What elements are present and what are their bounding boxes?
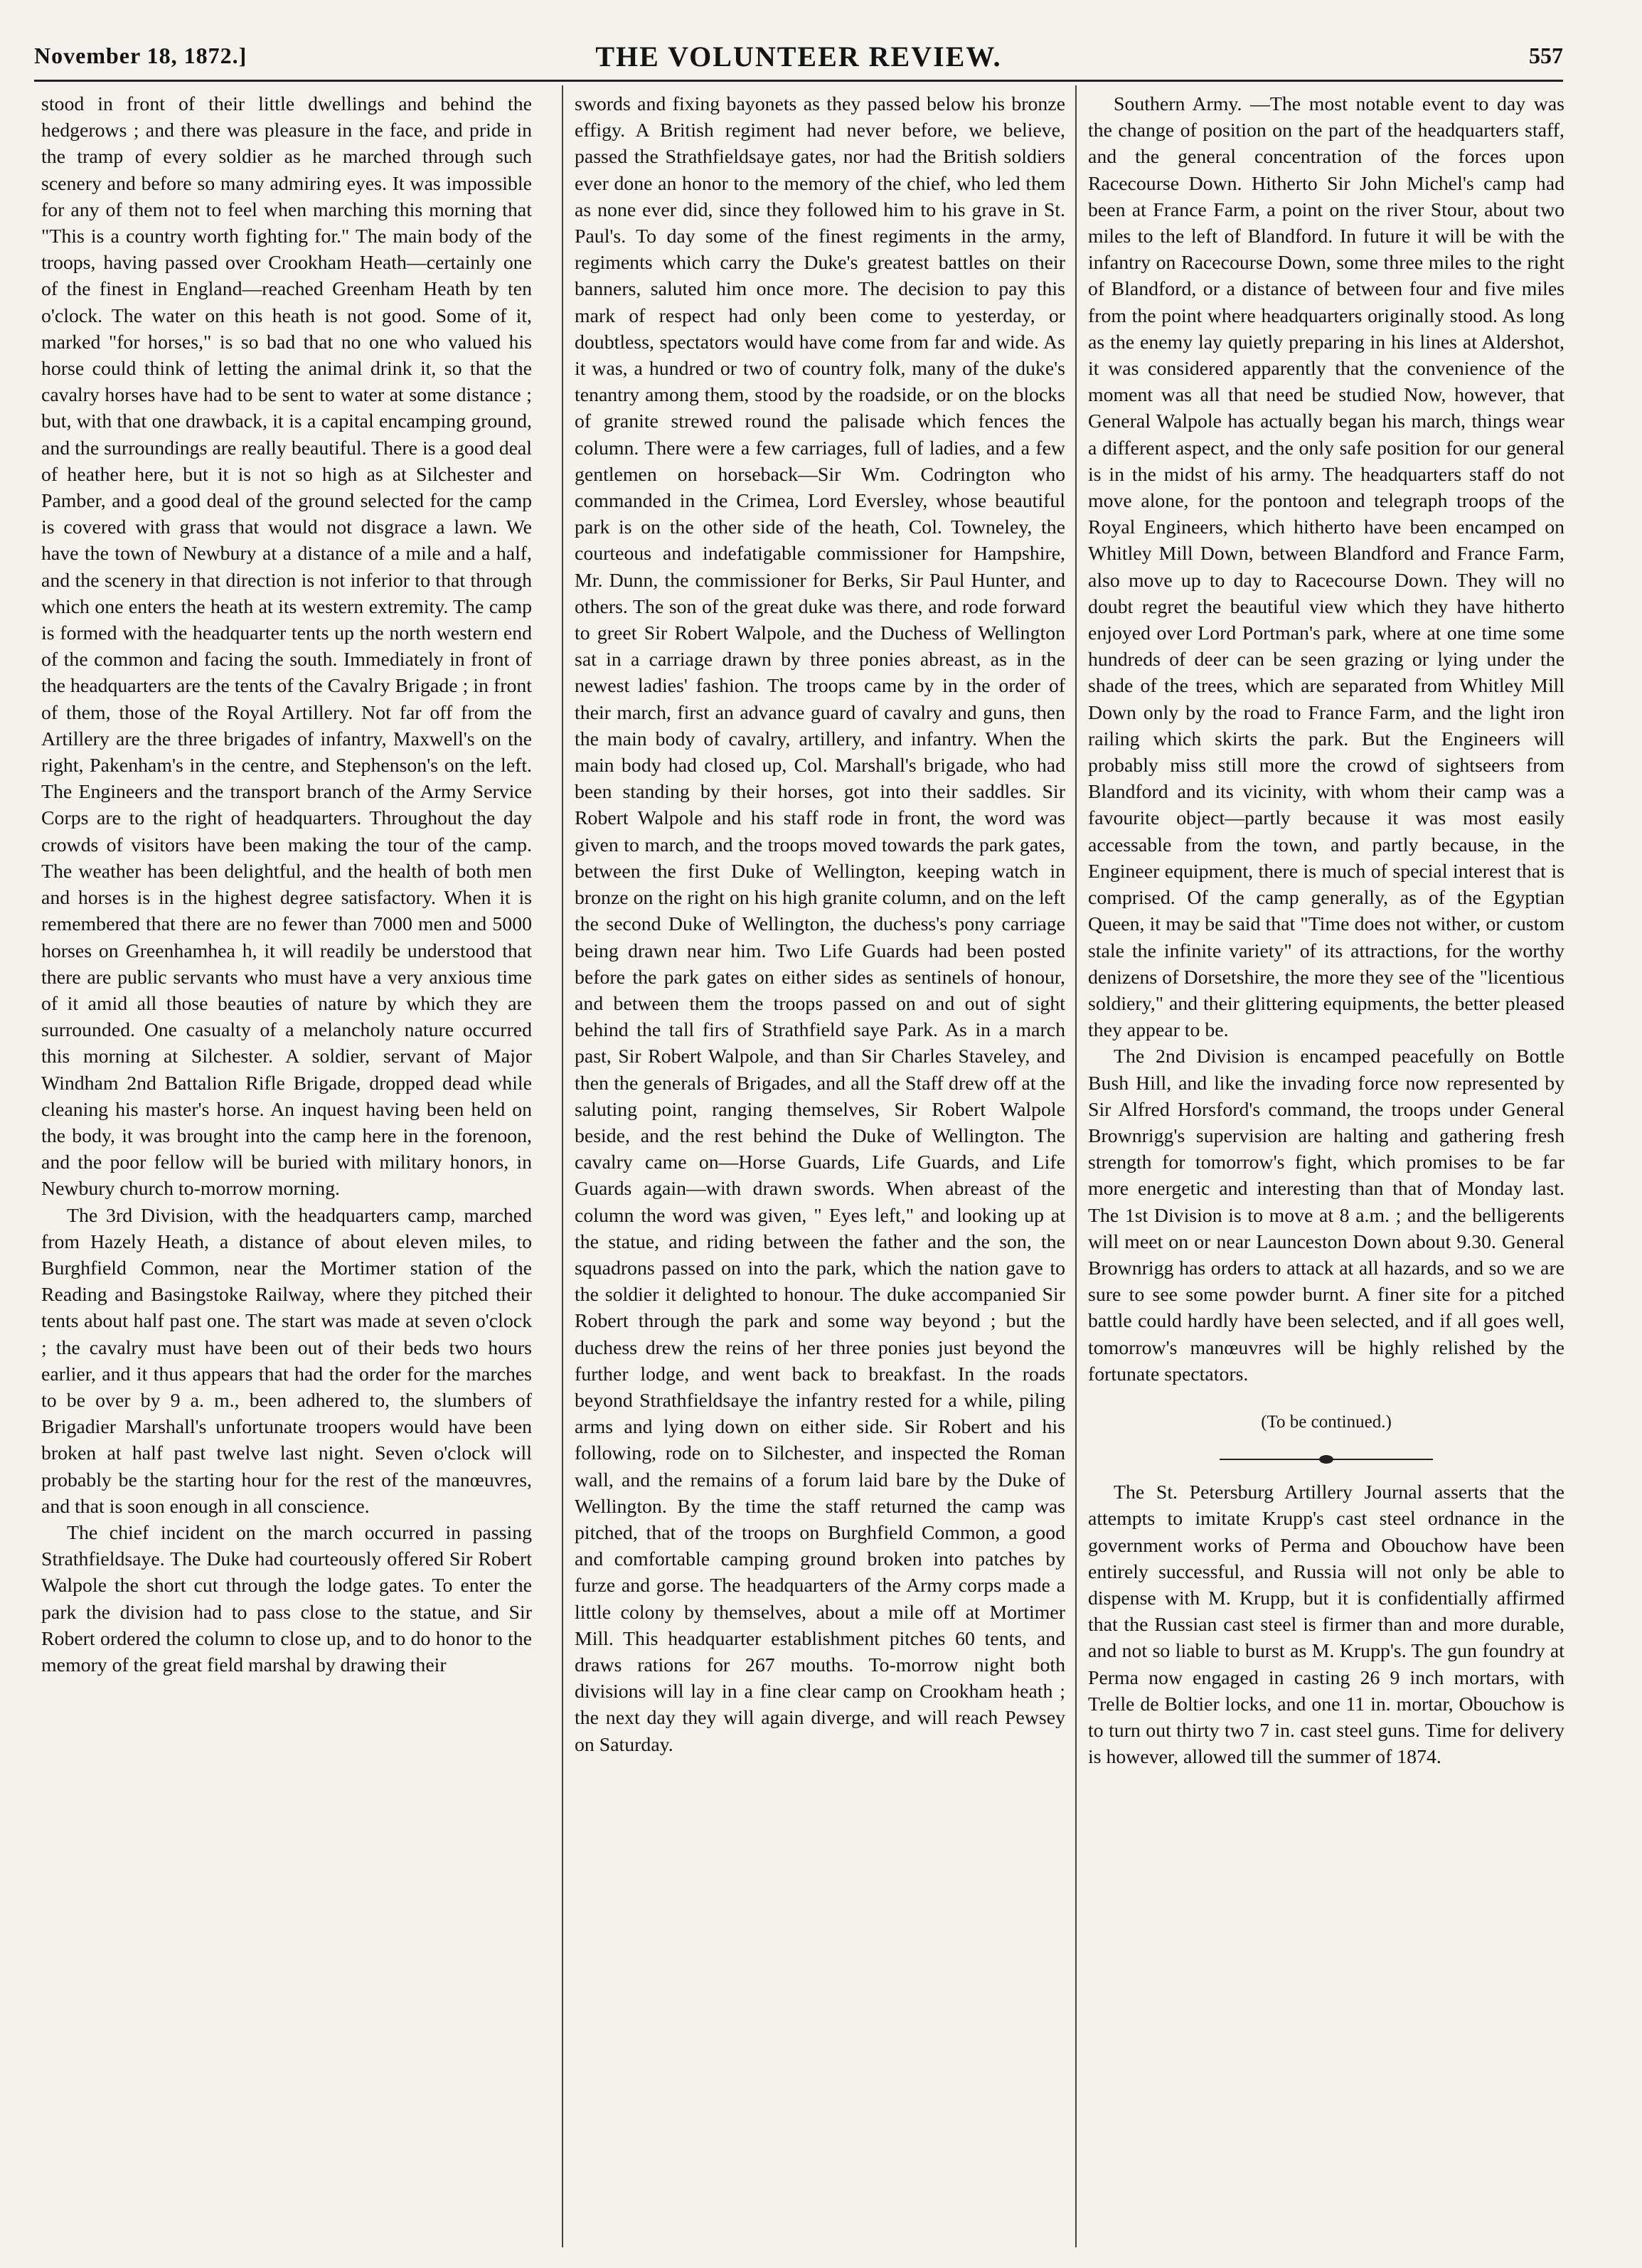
column-3 [1088, 91, 1564, 2253]
paragraph: The chief incident on the march occurred in passing Strathfieldsaye. The Duke had courteously offered Sir Robert Walpole the short cut through the lodge gates. To enter the park the division had to pass close to the statue, and Sir Robert ordered the column to close up, and to do honor to the memory of the great field marshal by drawing their [41, 1521, 532, 1676]
page-number: 557 [1529, 43, 1563, 68]
column-1 [41, 91, 532, 2253]
paragraph: The St. Petersburg Artillery Journal asserts that the attempts to imitate Krupp's cast steel ordnance in the government works of Perma and Obouchow have been entirely successful, and Russia will not only be able to dispense with M. Krupp, but it is confidentially affirmed that the Russian cast steel is firmer than and more durable, and not so liable to burst as M. Krupp's. The gun foundry at Perma now engaged in casting 26 9 inch mortars, with Trelle de Boltier locks, and one 11 in. mortar, Obouchow is to turn out thirty two 7 in. cast steel guns. Time for delivery is however, allowed till the summer of 1874. [1088, 1481, 1564, 1769]
paragraph: stood in front of their little dwellings and behind the hedgerows ; and there was pleasure in the face, and pride in the tramp of every soldier as he marched through such scenery and before so many admiring eyes. It was impossible for any of them not to feel when marching this morning that "This is a country worth fighting for." The main body of the troops, having passed over Crookham Heath—certainly one of the finest in England—reached Greenham Heath by ten o'clock. The water on this heath is not good. Some of it, marked "for horses," is so bad that no one who valued his horse could think of letting the animal drink it, so that the cavalry horses have had to be sent to water at some distance ; but, with that one drawback, it is a capital encamping ground, and the surroundings are really beautiful. There is a good deal of heather here, but it is not so high as at Silchester and Pamber, and a good deal of the ground selected for the camp is covered with grass that would not disgrace a lawn. We have the town of Newbury at a distance of a mile and a half, and the scenery in that direction is not inferior to that through which one enters the heath at its western extremity. The camp is formed with the headquarter tents up the north western end of the common and facing the south. Immediately in front of the headquarters are the tents of the Cavalry Brigade ; in front of them, those of the Royal Artillery. Not far off from the Artillery are the three brigades of infantry, Maxwell's on the right, Pakenham's in the centre, and Stephenson's on the left. The Engineers and the transport branch of the Army Service Corps are to the right of headquarters. Throughout the day crowds of visitors have been making the tour of the camp. The weather has been delightful, and the health of both men and horses is in the highest degree satisfactory. When it is remembered that there are no fewer than 7000 men and 5000 horses on Greenhamhea h, it will readily be understood that there are public servants who must have a very anxious time of it amid all those beauties of nature by which they are surrounded. One casualty of a melancholy nature occurred this morning at Silchester. A soldier, servant of Major Windham 2nd Battalion Rifle Brigade, dropped dead while cleaning his master's horse. An inquest having been held on the body, it was brought into the camp here in the forenoon, and the poor fellow will be buried with military honors, in Newbury church to-morrow morning. [41, 93, 532, 1200]
page-header [34, 36, 1563, 78]
header-rule [34, 80, 1563, 82]
column-divider [562, 85, 563, 2247]
column-2 [575, 91, 1065, 2253]
paragraph: swords and fixing bayonets as they passed below his bronze effigy. A British regiment had never before, we believe, passed the Strathfieldsaye gates, nor had the British soldiers ever done an honor to the memory of the chief, who led them as none ever did, since they followed him to his grave in St. Paul's. To day some of the finest regiments in the army, regiments which carry the Duke's greatest battles on their banners, saluted him once more. The decision to pay this mark of respect had only been come to yesterday, or doubtless, spectators would have come from far and wide. As it was, a hundred or two of country folk, many of the duke's tenantry among them, stood by the roadside, or on the blocks of granite strewed round the palisade which fences the column. There were a few carriages, full of ladies, and a few gentlemen on horseback—Sir Wm. Codrington who commanded in the Crimea, Lord Eversley, whose beautiful park is on the other side of the heath, Col. Towneley, the courteous and indefatigable commissioner for Hampshire, Mr. Dunn, the commissioner for Berks, Sir Paul Hunter, and others. The son of the great duke was there, and rode forward to greet Sir Robert Walpole, and the Duchess of Wellington sat in a carriage drawn by three ponies abreast, as in the newest ladies' fashion. The troops came by in the order of their march, first an advance guard of cavalry and guns, then the main body of cavalry, artillery, and infantry. When the main body had closed up, Col. Marshall's brigade, who had been standing by their horses, got into their saddles. Sir Robert Walpole and his staff rode in front, the word was given to march, and the troops moved towards the park gates, between the first Duke of Wellington, keeping watch in bronze on the right on his high granite column, and on the left the second Duke of Wellington, the duchess's pony carriage being drawn near him. Two Life Guards had been posted before the park gates on either sides as sentinels of honour, and between them the troops passed on and out of sight behind the tall firs of Strathfield saye Park. As in a march past, Sir Robert Walpole, and than Sir Charles Staveley, and then the generals of Brigades, and all the Staff drew off at the saluting point, ranging themselves, Sir Robert Walpole beside, and the rest behind the Duke of Wellington. The cavalry came on—Horse Guards, Life Guards, and Life Guards again—with drawn swords. When abreast of the column the word was given, " Eyes left," and looking up at the statue, and riding between the father and the son, the squadrons passed on into the park, which the nation gave to the soldier it delighted to honour. The duke accompanied Sir Robert through the park and some way beyond ; but the duchess drew the reins of her three ponies just beyond the further lodge, and went back to breakfast. In the roads beyond Strathfieldsaye the infantry rested for a while, piling arms and lying down on either side. Sir Robert and his following, rode on to Silchester, and inspected the Roman wall, and the remains of a forum laid bare by the Duke of Wellington. By the time the staff returned the camp was pitched, that of the troops on Burghfield Common, a good and comfortable camping ground broken into patches by furze and gorse. The headquarters of the Army corps made a little colony by themselves, about a mile off at Mortimer Mill. This headquarter establishment pitches 60 tents, and draws rations for 267 mouths. To-morrow night both divisions will lay in a fine clear camp on Crookham heath ; the next day they will again diverge, and will reach Pewsey on Saturday. [575, 93, 1065, 1756]
paragraph: The 2nd Division is encamped peacefully on Bottle Bush Hill, and like the invading force now represented by Sir Alfred Horsford's command, the troops under General Brownrigg's supervision are halting and gathering fresh strength for tomorrow's fight, which promises to be far more energetic and interesting than that of Monday last. The 1st Division is to move at 8 a.m. ; and the belligerents will meet on or near Launceston Down about 9.30. General Brownrigg has orders to attack at all hazards, and so we are sure to see some powder burnt. A finer site for a pitched battle could hardly have been selected, and if all goes well, tomorrow's manœuvres will be highly relished by the fortunate spectators. [1088, 1045, 1564, 1385]
issue-date: November 18, 1872.] [34, 43, 247, 68]
article-separator [1220, 1455, 1433, 1464]
column-divider [1075, 85, 1077, 2247]
continued-note: (To be continued.) [1261, 1412, 1392, 1432]
paragraph: The 3rd Division, with the headquarters camp, marched from Hazely Heath, a distance of about eleven miles, to Burghfield Common, near the Mortimer station of the Reading and Basingstoke Railway, where they pitched their tents about half past one. The start was made at seven o'clock ; the cavalry must have been out of their beds two hours earlier, and it thus appears that had the order for the marches to be over by 9 a. m., been adhered to, the slumbers of Brigadier Marshall's unfortunate troopers would have been broken at half past twelve last night. Seven o'clock will probably be the starting hour for the rest of the manœuvres, and that is soon enough in all conscience. [41, 1204, 532, 1518]
publication-title: THE VOLUNTEER REVIEW. [595, 41, 1002, 73]
paragraph: Southern Army. —The most notable event to day was the change of position on the part of the headquarters staff, and the general concentration of the forces upon Racecourse Down. Hitherto Sir John Michel's camp had been at France Farm, a point on the river Stour, about two miles to the left of Blandford. In future it will be with the infantry on Racecourse Down, some three miles to the right of Blandford, or a distance of between four and five miles from the point where headquarters originally stood. As long as the enemy lay quietly preparing in his lines at Aldershot, it was considered apparently that the convenience of the moment was all that need be studied Now, however, that General Walpole has actually began his march, things wear a different aspect, and the only safe position for our general is in the midst of his army. The headquarters staff do not move alone, for the pontoon and telegraph troops of the Royal Engineers, which hitherto have been encamped on Whitley Mill Down, between Blandford and France Farm, also move up to day to Racecourse Down. They will no doubt regret the beautiful view which they have hitherto enjoyed over Lord Portman's park, where at one time some hundreds of deer can be seen grazing or lying under the shade of the trees, which are separated from Whitley Mill Down only by the road to France Farm, and the light iron railing which skirts the park. But the Engineers will probably miss still more the crowd of sightseers from Blandford and its vicinity, with whom their camp was a favourite object—partly because it was most easily accessable from the town, and partly because, in the Engineer equipment, there is much of special interest that is comprised. Of the camp generally, as of the Egyptian Queen, it may be said that "Time does not wither, or custom stale the infinite variety" of its attractions, for the worthy denizens of Dorsetshire, the more they see of the "licentious soldiery," and their glittering equipments, the better pleased they appear to be. [1088, 93, 1564, 1042]
